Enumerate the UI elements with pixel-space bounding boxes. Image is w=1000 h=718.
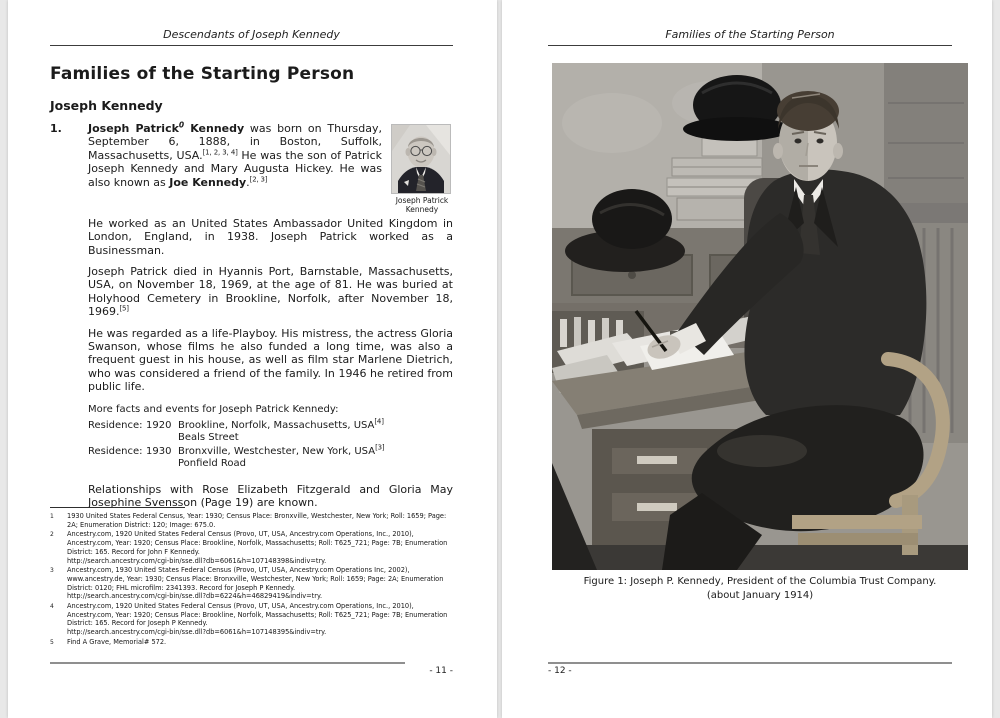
figure-block [552, 63, 968, 602]
footnote-number: 5 [50, 638, 54, 646]
fact-year: 1920 [146, 419, 172, 431]
parents-text: He was the son of Patrick Joseph Kennedy and Mary Augusta Hickey. He was also known as [88, 148, 382, 189]
fact-place: Bronxville, Westchester, New York, USA [178, 445, 376, 457]
source-ref: [4] [374, 417, 384, 426]
fact-place: Brookline, Norfolk, Massachusetts, USA [178, 419, 375, 431]
footnote-url: http://search.ancestry.com/cgi-bin/sse.dll?db=6061&h=107148395&indiv=try. [67, 628, 327, 637]
entry-body [88, 122, 453, 509]
footnote-number: 2 [50, 531, 54, 539]
fact-value [178, 443, 453, 471]
generation-superscript: 0 [178, 120, 185, 130]
footnote-url: http://search.ancestry.com/cgi-bin/sse.dll?db=6224&h=46829419&indiv=try. [67, 592, 323, 601]
footnote-number: 4 [50, 603, 54, 611]
footnote-text: Ancestry.com, 1930 United States Federal Census (Provo, UT, USA, Ancestry.com Operations Inc, 2002), www.ancestry.de, Year: 1930; Census Place: Bronxville, Westchester, New York; Roll: 1659; Page: 2A; Enumeration District: 0120; FHL microfilm: 2341393. Record for Joseph P Kennedy. [67, 566, 444, 592]
source-ref: [5] [119, 304, 129, 313]
person-bold-surname: Kennedy [184, 122, 245, 135]
death-text: Joseph Patrick died in Hyannis Port, Barnstable, Massachusetts, USA, on November 18, 1969, at the age of 81. He was buried at Holyhood Cemetery in Brookline, Norfolk, after November 18, 1969. [88, 264, 453, 319]
footnote-url: http://search.ancestry.com/cgi-bin/sse.dll?db=6061&h=107148398&indiv=try. [67, 556, 327, 565]
fact-label: Residence: [88, 445, 143, 457]
occupation-paragraph: He worked as an United States Ambassador United Kingdom in London, England, in 1938. Joseph Patrick worked as a Businessman. [88, 216, 453, 257]
person-entry [50, 122, 453, 509]
relationships-paragraph: Relationships with Rose Elizabeth Fitzgerald and Gloria May Josephine Svensson (Page 19) are known. [88, 482, 453, 510]
alias-bold: Joe Kennedy [169, 175, 247, 189]
birth-text: was born on Thursday, September 6, 1888, in Boston, Suffolk, Massachusetts, USA. [88, 122, 382, 162]
footnote-text: Ancestry.com, 1920 United States Federal Census (Provo, UT, USA, Ancestry.com Operations, Inc., 2010), Ancestry.com, Year: 1920; Census Place: Brookline, Norfolk, Massachusetts; Roll: T625_721; Page: 7B; Enumeration District: 165. Record for Joseph P Kennedy. [67, 602, 448, 628]
footnote-number: 3 [50, 567, 54, 575]
entry-number: 1. [50, 122, 62, 135]
portrait-photo [391, 124, 451, 194]
death-paragraph [88, 265, 453, 319]
footnote [50, 638, 453, 647]
figure-caption-line1: Figure 1: Joseph P. Kennedy, President of the Columbia Trust Company. [583, 576, 937, 587]
figure-caption [552, 575, 968, 602]
footnote-text: Ancestry.com, 1920 United States Federal Census (Provo, UT, USA, Ancestry.com Operations, Inc., 2010), Ancestry.com, Year: 1920; Census Place: Brookline, Norfolk, Massachusetts; Roll: T625_721; Page: 7B; Enumeration District: 165. Record for John F Kennedy. [67, 530, 448, 556]
footnote [50, 512, 453, 529]
person-bold-name: Joseph Patrick [88, 122, 179, 135]
fact-year: 1930 [146, 445, 172, 457]
portrait-figure [391, 124, 453, 215]
page-left [8, 0, 497, 718]
footnote-text: 1930 United States Federal Census, Year: 1930; Census Place: Bronxville, Westchester, New York; Roll: 1659; Page: 2A; Enumeration District: 120; Image: 675.0. [67, 512, 447, 529]
fact-detail: Beals Street [178, 432, 239, 444]
fact-row [88, 417, 453, 445]
footnote [50, 530, 453, 565]
running-header-left [50, 28, 453, 46]
running-header-text: Families of the Starting Person [665, 28, 835, 41]
footer-rule [50, 662, 405, 664]
page-number: - 11 - [429, 666, 453, 676]
page-footer-right [548, 662, 952, 676]
source-ref: [3] [375, 443, 385, 452]
figure-caption-line2: (about January 1914) [706, 589, 814, 601]
fact-detail: Ponfield Road [178, 458, 246, 470]
portrait-caption: Joseph Patrick Kennedy [395, 196, 449, 215]
footnote [50, 566, 453, 601]
footer-rule [548, 662, 952, 664]
footnote-text: Find A Grave, Memorial# 572. [67, 637, 167, 646]
source-ref: [1, 2, 3, 4] [202, 148, 238, 157]
footnote-separator [50, 507, 185, 508]
running-header-right [548, 28, 952, 46]
facts-intro: More facts and events for Joseph Patrick Kennedy: [88, 403, 339, 415]
page-footer-left [50, 662, 453, 676]
running-header-text: Descendants of Joseph Kennedy [163, 28, 340, 41]
fact-value [178, 417, 453, 445]
source-ref: [2, 3] [249, 174, 268, 183]
page-title: Families of the Starting Person [50, 64, 355, 84]
fact-row [88, 443, 453, 471]
person-name-heading: Joseph Kennedy [50, 98, 163, 113]
biography-paragraph: He was regarded as a life-Playboy. His mistress, the actress Gloria Swanson, whose films he also funded a long time, was also a frequent guest in his house, as well as film star Marlene Dietrich, who was considered a friend of the family. In 1946 he retired from public life. [88, 326, 453, 394]
fact-label: Residence: [88, 419, 143, 431]
footnotes-section [50, 507, 453, 648]
alias-period: . [246, 175, 250, 189]
figure-photo [552, 63, 968, 570]
footnote-number: 1 [50, 513, 54, 520]
page-right [502, 0, 992, 718]
footnote [50, 602, 453, 637]
page-number: - 12 - [548, 666, 572, 676]
